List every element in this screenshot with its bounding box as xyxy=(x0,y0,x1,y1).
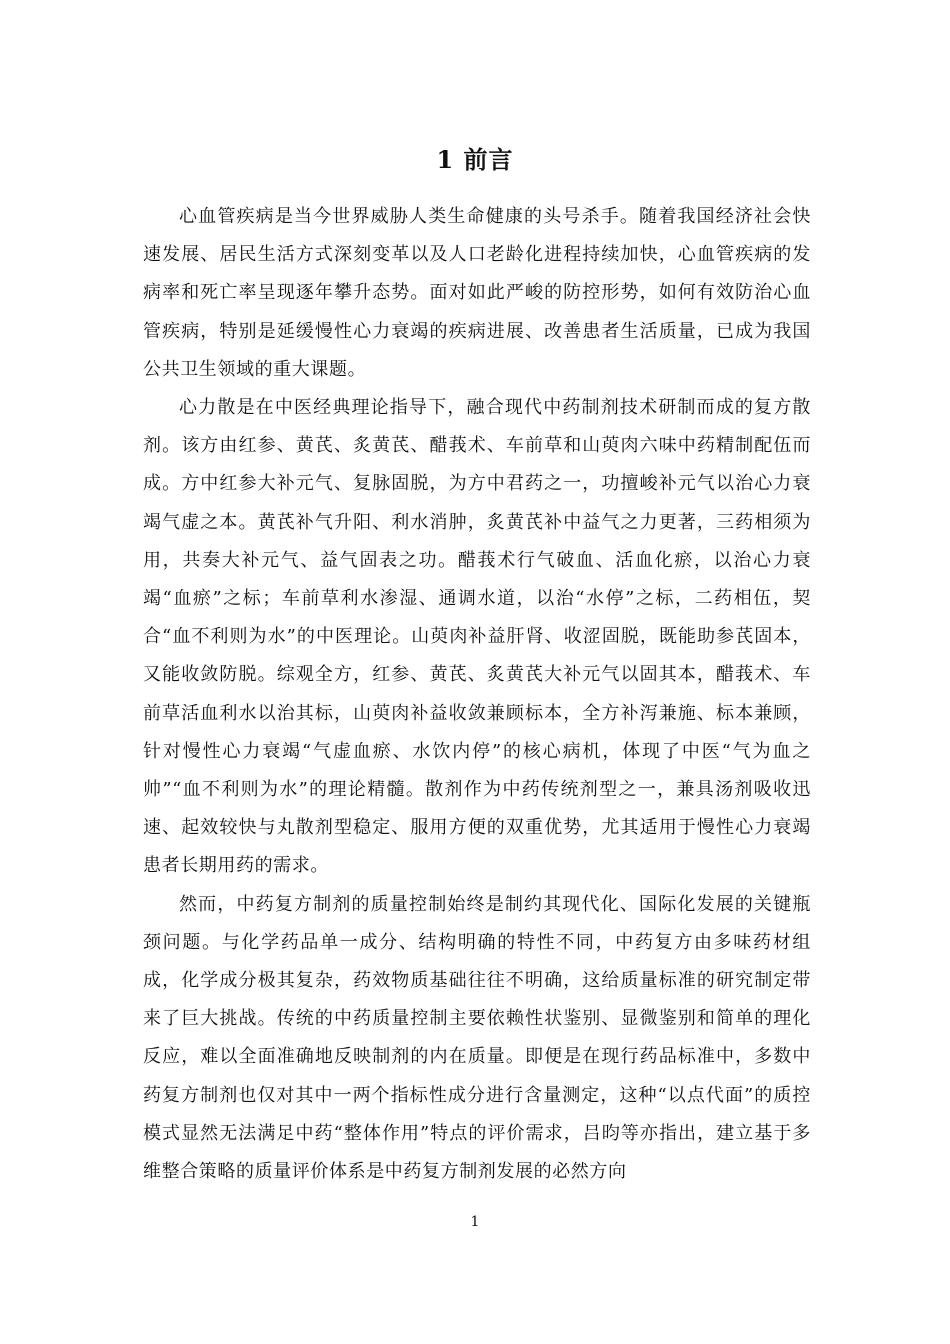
section-heading: 1 前言 xyxy=(436,145,514,175)
paragraph-3: 然而，中药复方制剂的质量控制始终是制约其现代化、国际化发展的关键瓶颈问题。与化学药品单一成分、结构明确的特性不同，中药复方由多味药材组成，化学成分极其复杂，药效物质基础往往不明确，这给质量标准的研究制定带来了巨大挑战。传统的中药质量控制主要依赖性状鉴别、显微鉴别和简单的理化反应，难以全面准确地反映制剂的内在质量。即便是在现行药品标准中，多数中药复方制剂也仅对其中一两个指标性成分进行含量测定，这种“以点代面”的质控模式显然无法满足中药“整体作用”特点的评价需求，吕昀等亦指出，建立基于多维整合策略的质量评价体系是中药复方制剂发展的必然方向 xyxy=(143,893,811,1183)
page-number: 1 xyxy=(470,1214,480,1230)
paragraph-1: 心血管疾病是当今世界威胁人类生命健康的头号杀手。随着我国经济社会快速发展、居民生活方式深刻变革以及人口老龄化进程持续加快，心血管疾病的发病率和死亡率呈现逐年攀升态势。面对如此严峻的防控形势，如何有效防治心血管疾病，特别是延缓慢性心力衰竭的疾病进展、改善患者生活质量，已成为我国公共卫生领域的重大课题。 xyxy=(143,206,811,380)
body-text xyxy=(143,198,811,1191)
paragraph-2: 心力散是在中医经典理论指导下，融合现代中药制剂技术研制而成的复方散剂。该方由红参、黄芪、炙黄芪、醋莪术、车前草和山萸肉六味中药精制配伍而成。方中红参大补元气、复脉固脱，为方中君药之一，功擅峻补元气以治心力衰竭气虚之本。黄芪补气升阳、利水消肿，炙黄芪补中益气之力更著，三药相须为用，共奏大补元气、益气固表之功。醋莪术行气破血、活血化瘀，以治心力衰竭“血瘀”之标；车前草利水渗湿、通调水道，以治“水停”之标，二药相伍，契合“血不利则为水”的中医理论。山萸肉补益肝肾、收涩固脱，既能助参芪固本，又能收敛防脱。综观全方，红参、黄芪、炙黄芪大补元气以固其本，醋莪术、车前草活血利水以治其标，山萸肉补益收敛兼顾标本，全方补泻兼施、标本兼顾，针对慢性心力衰竭“气虚血瘀、水饮内停”的核心病机，体现了中医“气为血之帅”“血不利则为水”的理论精髓。散剂作为中药传统剂型之一，兼具汤剂吸收迅速、起效较快与丸散剂型稳定、服用方便的双重优势，尤其适用于慢性心力衰竭患者长期用药的需求。 xyxy=(143,397,811,877)
